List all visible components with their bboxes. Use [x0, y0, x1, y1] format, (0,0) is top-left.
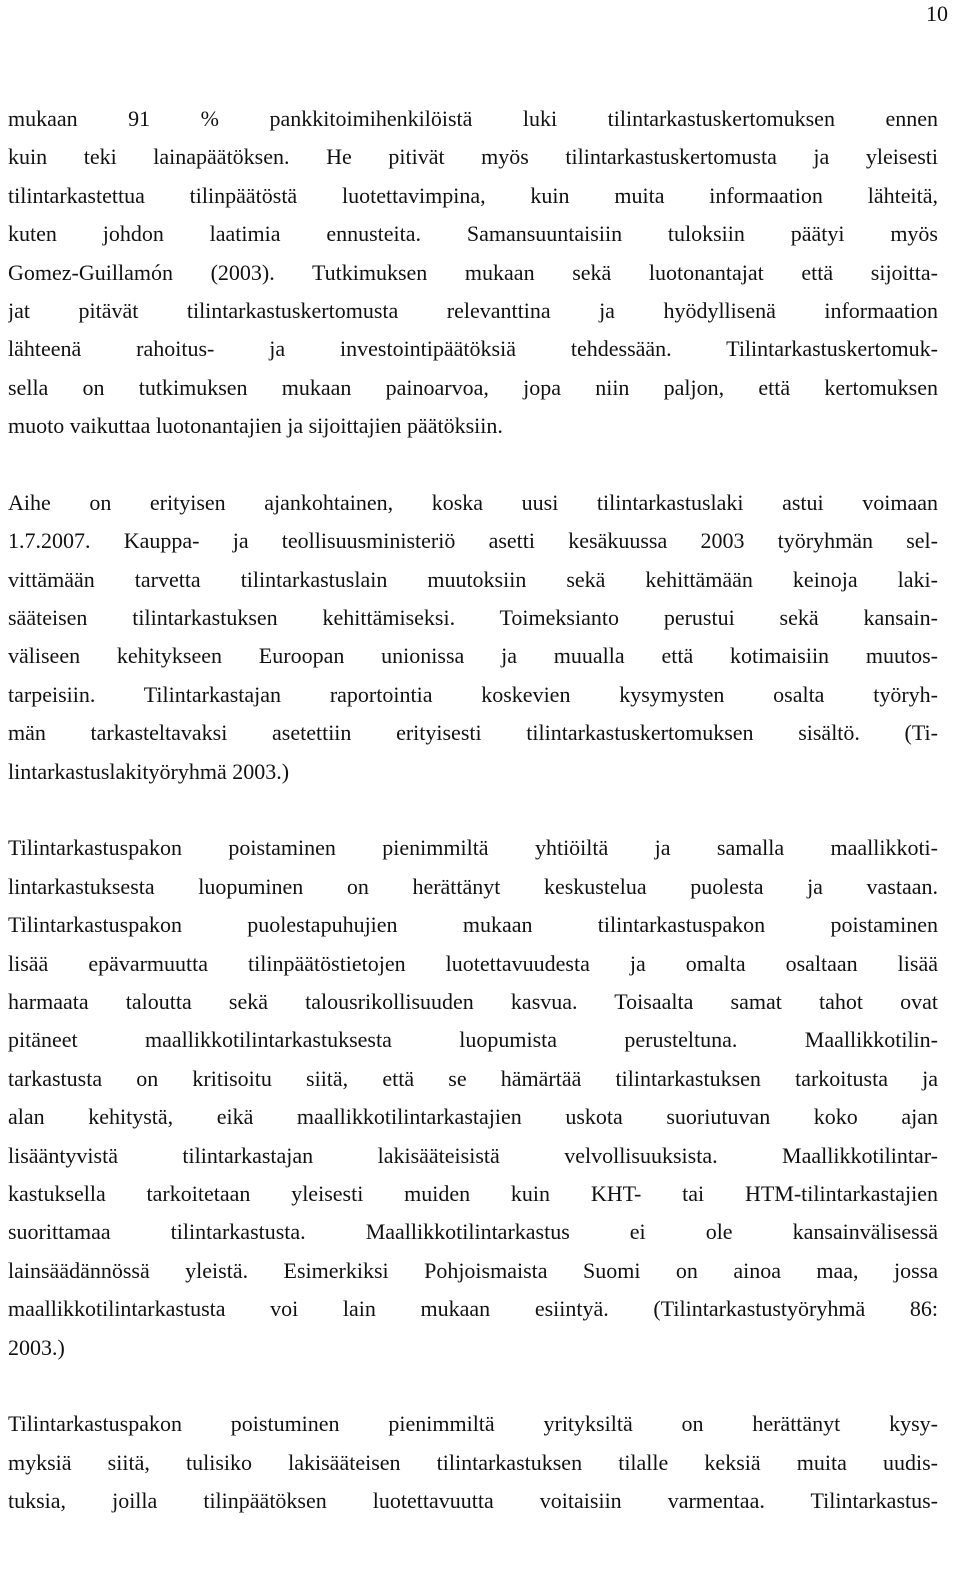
- text-line: kuten johdon laatimia ennusteita. Samansuuntaisiin tuloksiin päätyi myös: [8, 221, 938, 247]
- paragraph-gap: [8, 446, 938, 484]
- text-line: maallikkotilintarkastusta voi lain mukaan esiintyä. (Tilintarkastustyöryhmä 86:: [8, 1296, 938, 1322]
- paragraph-3: [8, 829, 938, 1366]
- text-line: Tilintarkastuspakon poistuminen pienimmiltä yrityksiltä on herättänyt kysy-: [8, 1411, 938, 1437]
- text-line: pitäneet maallikkotilintarkastuksesta luopumista perusteltuna. Maallikkotilin-: [8, 1027, 938, 1053]
- paragraph-gap: [8, 1367, 938, 1405]
- text-line: lainsäädännössä yleistä. Esimerkiksi Pohjoismaista Suomi on ainoa maa, jossa: [8, 1257, 938, 1283]
- text-line: Tilintarkastuspakon puolestapuhujien mukaan tilintarkastuspakon poistaminen: [8, 912, 938, 938]
- text-line: lisääntyvistä tilintarkastajan lakisääteisistä velvollisuuksista. Maallikkotilintar-: [8, 1142, 938, 1168]
- text-line: kastuksella tarkoitetaan yleisesti muiden kuin KHT- tai HTM-tilintarkastajien: [8, 1180, 938, 1206]
- paragraph-2: [8, 484, 938, 791]
- page-number: 10: [926, 1, 948, 26]
- text-line: män tarkasteltavaksi asetettiin erityisesti tilintarkastuskertomuksen sisältö. (Ti-: [8, 720, 938, 746]
- text-line: myksiä siitä, tulisiko lakisääteisen tilintarkastuksen tilalle keksiä muita uudis-: [8, 1449, 938, 1475]
- text-line: tuksia, joilla tilinpäätöksen luotettavuutta voitaisiin varmentaa. Tilintarkastus-: [8, 1488, 938, 1514]
- text-line: Tilintarkastuspakon poistaminen pienimmiltä yhtiöiltä ja samalla maallikkoti-: [8, 835, 938, 861]
- text-line: sella on tutkimuksen mukaan painoarvoa, jopa niin paljon, että kertomuksen: [8, 374, 938, 400]
- text-line: Aihe on erityisen ajankohtainen, koska uusi tilintarkastuslaki astui voimaan: [8, 489, 938, 515]
- text-line: 2003.): [8, 1334, 65, 1360]
- text-line: 1.7.2007. Kauppa- ja teollisuusministeriö asetti kesäkuussa 2003 työryhmän sel-: [8, 528, 938, 554]
- text-line: mukaan 91 % pankkitoimihenkilöistä luki tilintarkastuskertomuksen ennen: [8, 106, 938, 131]
- text-line: alan kehitystä, eikä maallikkotilintarkastajien uskota suoriutuvan koko ajan: [8, 1104, 938, 1130]
- text-line: tarpeisiin. Tilintarkastajan raportointia koskevien kysymysten osalta työryh-: [8, 681, 938, 707]
- paragraph-4: [8, 1405, 938, 1520]
- text-line: suorittamaa tilintarkastusta. Maallikkotilintarkastus ei ole kansainvälisessä: [8, 1219, 938, 1245]
- text-line: vittämään tarvetta tilintarkastuslain muutoksiin sekä kehittämään keinoja laki-: [8, 566, 938, 592]
- document-body: [8, 100, 938, 1520]
- text-line: lintarkastuslakityöryhmä 2003.): [8, 758, 290, 784]
- text-line: lähteenä rahoitus- ja investointipäätöksiä tehdessään. Tilintarkastuskertomuk-: [8, 336, 938, 362]
- text-line: muoto vaikuttaa luotonantajien ja sijoittajien päätöksiin.: [8, 413, 503, 439]
- paragraph-gap: [8, 791, 938, 829]
- text-line: sääteisen tilintarkastuksen kehittämiseksi. Toimeksianto perustui sekä kansain-: [8, 605, 938, 631]
- text-line: lintarkastuksesta luopuminen on herättänyt keskustelua puolesta ja vastaan.: [8, 873, 938, 899]
- text-line: jat pitävät tilintarkastuskertomusta relevanttina ja hyödyllisenä informaation: [8, 297, 938, 323]
- text-line: lisää epävarmuutta tilinpäätöstietojen luotettavuudesta ja omalta osaltaan lisää: [8, 950, 938, 976]
- text-line: harmaata taloutta sekä talousrikollisuuden kasvua. Toisaalta samat tahot ovat: [8, 988, 938, 1014]
- text-line: tarkastusta on kritisoitu siitä, että se hämärtää tilintarkastuksen tarkoitusta ja: [8, 1065, 938, 1091]
- paragraph-1: [8, 100, 938, 446]
- text-line: väliseen kehitykseen Euroopan unionissa ja muualla että kotimaisiin muutos-: [8, 643, 938, 669]
- text-line: tilintarkastettua tilinpäätöstä luotettavimpina, kuin muita informaation lähteitä,: [8, 182, 938, 208]
- text-line: kuin teki lainapäätöksen. He pitivät myös tilintarkastuskertomusta ja yleisesti: [8, 144, 938, 170]
- text-line: Gomez-Guillamón (2003). Tutkimuksen mukaan sekä luotonantajat että sijoitta-: [8, 259, 938, 285]
